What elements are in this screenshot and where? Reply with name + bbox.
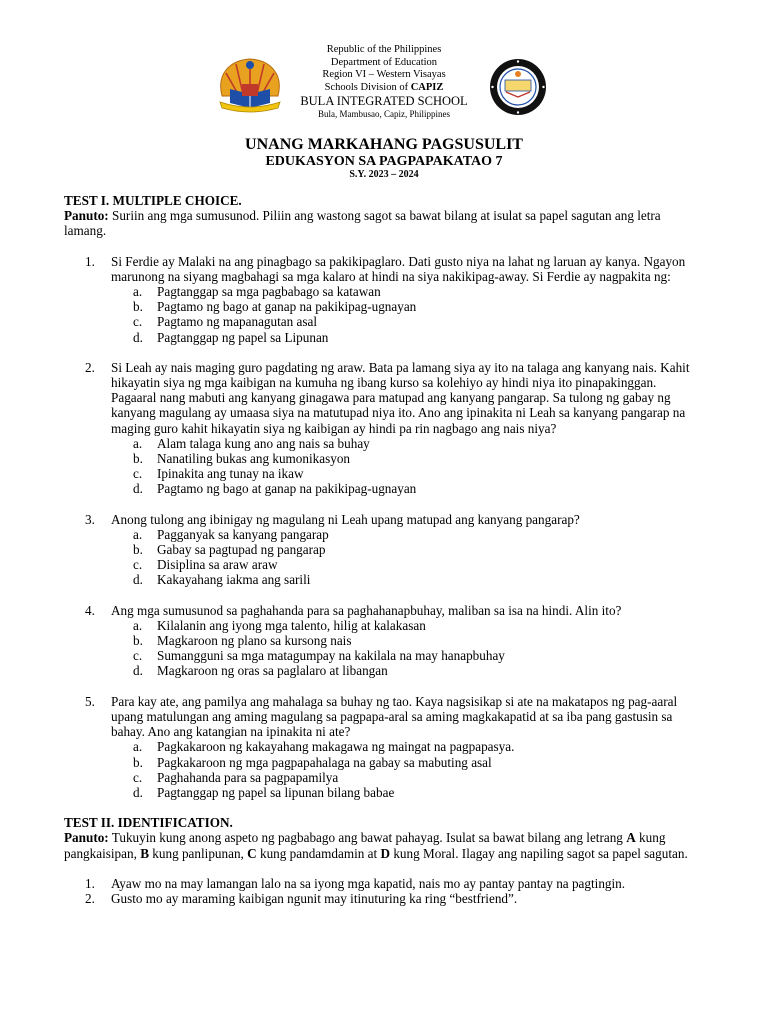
header-division (0, 82, 768, 95)
test2-item-list (64, 876, 704, 906)
choice-text: Pagtanggap ng papel sa Lipunan (157, 329, 329, 345)
question-text: Ang mga sumusunod sa paghahanda para sa paghahanapbuhay, maliban sa isa na hindi. Alin ito? (111, 602, 622, 618)
choice-list (111, 436, 704, 497)
choice-c[interactable] (111, 770, 704, 785)
question-1 (64, 254, 704, 345)
question-text: Si Leah ay nais maging guro pagdating ng araw. Bata pa lamang siya ay ito na talaga ang kanyang nais. Kahit hikayatin siya ng mga kaibigan na kumuha ng ibang kurso sa kolehiyo ay hindi niya ito pinapakinggan. Pagaaral nang mabuti ang kanyang ginagawa para matupad ang kanyang pangarap. Sa tulong ng gabay ng kanyang magulang ay umaasa siya na matutupad niya ito. Ano ang ipinakita ni Leah sa kanyang pangarap na maging guro kahit hikayatin siya ng kaibigan ay hindi pa rin nagbago ang nais niya? (111, 359, 690, 436)
choice-c[interactable] (111, 466, 704, 481)
choice-letter: a. (133, 617, 143, 633)
choice-list (111, 618, 704, 679)
choice-letter: b. (133, 542, 143, 558)
school-year: S.Y. 2023 – 2024 (349, 169, 419, 180)
choice-text: Pagkakaroon ng kakayahang makagawa ng maingat na pagpapasya. (157, 739, 515, 755)
choice-letter: d. (133, 481, 143, 497)
question-number: 1. (85, 253, 95, 269)
choice-b[interactable] (111, 451, 704, 466)
choice-letter: c. (133, 466, 143, 482)
choice-d[interactable] (111, 481, 704, 496)
choice-d[interactable] (111, 330, 704, 345)
test2-instruction-label: Panuto: (64, 830, 109, 846)
test2-instr-part: kung panlipunan, (148, 845, 248, 861)
test2-instr-part: Tukuyin kung anong aspeto ng pagbabago ang bawat pahayag. Isulat sa bawat bilang ang letrang (108, 830, 627, 846)
header-republic: Republic of the Philippines (326, 44, 442, 55)
choice-c[interactable] (111, 314, 704, 329)
header-division-name: CAPIZ (410, 81, 444, 93)
choice-text: Pagtanggap ng papel sa lipunan bilang babae (157, 784, 395, 800)
test1-instruction-text: Suriin ang mga sumusunod. Piliin ang wastong sagot sa bawat bilang at isulat sa papel sagutan ang letra lamang. (64, 208, 661, 239)
choice-text: Alam talaga kung ano ang nais sa buhay (157, 435, 370, 451)
choice-letter: c. (133, 557, 143, 573)
choice-letter: a. (133, 284, 143, 300)
choice-text: Pagtamo ng bago at ganap na pakikipag-ugnayan (157, 299, 417, 315)
choice-text: Pagtamo ng mapanagutan asal (157, 314, 318, 330)
question-4 (64, 603, 704, 679)
choice-letter: c. (133, 314, 143, 330)
choice-text: Pagtanggap sa mga pagbabago sa katawan (157, 284, 381, 300)
choice-d[interactable] (111, 572, 704, 587)
choice-text: Gabay sa pagtupad ng pangarap (157, 542, 326, 558)
choice-letter: d. (133, 784, 143, 800)
letter-c: C (247, 845, 257, 861)
choice-letter: b. (133, 633, 143, 649)
choice-c[interactable] (111, 557, 704, 572)
choice-list (111, 527, 704, 588)
choice-text: Disiplina sa araw araw (157, 557, 278, 573)
choice-text: Ipinakita ang tunay na ikaw (157, 466, 304, 482)
choice-a[interactable] (111, 436, 704, 451)
choice-text: Kakayahang iakma ang sarili (157, 572, 311, 588)
choice-letter: a. (133, 739, 143, 755)
test2-instruction (64, 830, 704, 860)
test1-heading: TEST I. MULTIPLE CHOICE. (64, 193, 242, 208)
choice-list (111, 739, 704, 800)
header-department: Department of Education (330, 56, 438, 68)
test2-instr-part: kung pandamdamin at (256, 845, 381, 861)
item-text: Gusto mo ay maraming kaibigan ngunit may itinuturing ka ring “bestfriend”. (111, 890, 518, 906)
question-3 (64, 512, 704, 588)
identification-item-1 (64, 876, 704, 891)
choice-letter: d. (133, 663, 143, 679)
choice-c[interactable] (111, 648, 704, 663)
exam-titles (0, 136, 768, 181)
header-address: Bula, Mambusao, Capiz, Philippines (318, 109, 450, 119)
letter-a: A (626, 830, 636, 846)
choice-text: Magkaroon ng plano sa kursong nais (157, 633, 352, 649)
choice-b[interactable] (111, 299, 704, 314)
choice-letter: b. (133, 451, 143, 467)
letter-b: B (140, 845, 149, 861)
choice-b[interactable] (111, 542, 704, 557)
test2-instr-part: kung pangkaisipan, (64, 830, 666, 861)
choice-text: Pagtamo ng bago at ganap na pakikipag-ugnayan (157, 481, 417, 497)
question-number: 2. (85, 359, 95, 375)
question-text: Anong tulong ang ibinigay ng magulang ni Leah upang matupad ang kanyang pangarap? (111, 511, 580, 527)
exam-subject: EDUKASYON SA PAGPAPAKATAO 7 (265, 154, 503, 169)
test2-instr-part: kung Moral. Ilagay ang napiling sagot sa papel sagutan. (390, 845, 688, 861)
question-number: 4. (85, 602, 95, 618)
choice-text: Pagganyak sa kanyang pangarap (157, 526, 329, 542)
choice-list (111, 284, 704, 345)
question-text: Si Ferdie ay Malaki na ang pinagbago sa pakikipaglaro. Dati gusto niya na lahat ng laruan ay kanya. Ngayon marunong na siyang magbahagi sa mga kalaro at hindi na siya nakikipag-away. Si Ferdie ay nagpakita ng: (111, 253, 686, 284)
test1-instruction-label: Panuto: (64, 208, 109, 224)
choice-b[interactable] (111, 633, 704, 648)
choice-a[interactable] (111, 527, 704, 542)
letter-d: D (380, 845, 391, 861)
question-2 (64, 360, 704, 497)
choice-d[interactable] (111, 663, 704, 678)
question-number: 3. (85, 511, 95, 527)
choice-letter: c. (133, 769, 143, 785)
test1-question-list (64, 254, 704, 801)
choice-a[interactable] (111, 739, 704, 754)
choice-letter: a. (133, 526, 143, 542)
choice-text: Sumangguni sa mga matagumpay na kakilala na may hanapbuhay (157, 648, 505, 664)
exam-body (64, 193, 704, 906)
test1-instruction (64, 208, 704, 238)
choice-letter: d. (133, 572, 143, 588)
header-division-prefix: Schools Division of (324, 81, 411, 93)
letterhead (0, 44, 768, 120)
item-text: Ayaw mo na may lamangan lalo na sa iyong mga kapatid, nais mo ay pantay pantay na pagtingin. (111, 875, 626, 891)
choice-text: Magkaroon ng oras sa paglalaro at libangan (157, 663, 388, 679)
choice-letter: d. (133, 329, 143, 345)
choice-text: Kilalanin ang iyong mga talento, hilig at kalakasan (157, 617, 426, 633)
choice-text: Paghahanda para sa pagpapamilya (157, 769, 339, 785)
item-number: 2. (85, 890, 95, 906)
header-school-name: BULA INTEGRATED SCHOOL (300, 94, 468, 108)
choice-text: Nanatiling bukas ang kumonikasyon (157, 451, 351, 467)
choice-letter: b. (133, 299, 143, 315)
choice-text: Pagkakaroon ng mga pagpapahalaga na gabay sa mabuting asal (157, 754, 492, 770)
choice-d[interactable] (111, 785, 704, 800)
header-region: Region VI – Western Visayas (322, 69, 446, 80)
question-text: Para kay ate, ang pamilya ang mahalaga sa buhay ng tao. Kaya nagsisikap si ate na makatapos ng pag-aaral upang matulungan ang aming magulang sa pagpapa-aral sa aming magkakapatid at sa iba pang gastusin sa bahay. Ano ang katangian na ipinakita ni ate? (111, 693, 678, 740)
choice-a[interactable] (111, 618, 704, 633)
item-number: 1. (85, 875, 95, 891)
choice-letter: c. (133, 648, 143, 664)
test2-heading: TEST II. IDENTIFICATION. (64, 815, 233, 831)
identification-item-2 (64, 891, 704, 906)
choice-b[interactable] (111, 755, 704, 770)
question-5 (64, 694, 704, 800)
choice-letter: b. (133, 754, 143, 770)
exam-title: UNANG MARKAHANG PAGSUSULIT (245, 136, 523, 153)
question-number: 5. (85, 693, 95, 709)
choice-letter: a. (133, 435, 143, 451)
choice-a[interactable] (111, 284, 704, 299)
